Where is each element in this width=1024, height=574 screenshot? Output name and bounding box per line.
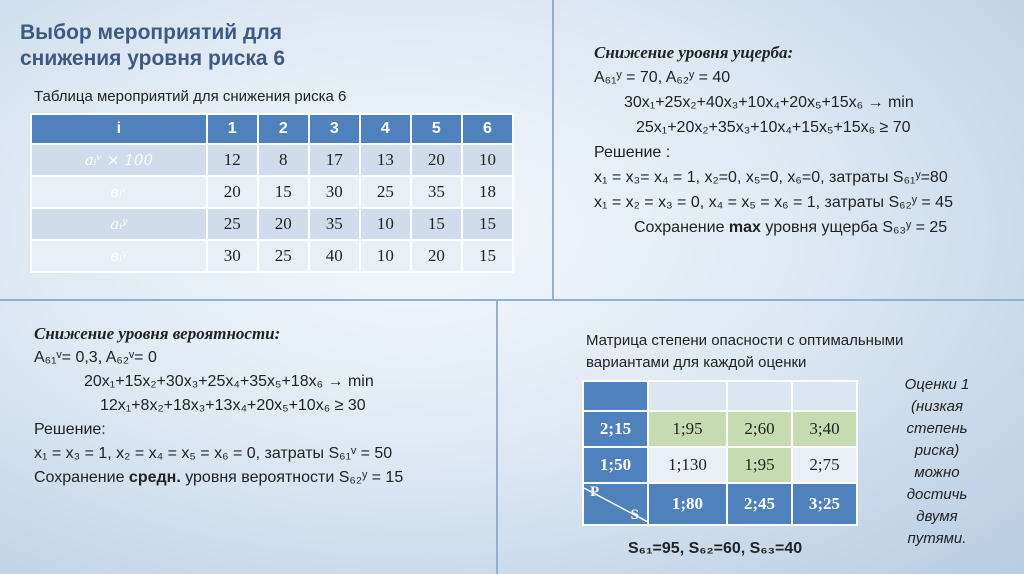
probability-constraint: 12x₁+8x₂+18x₃+13x₄+20x₅+10x₆ ≥ 30	[100, 397, 366, 414]
table-cell: 10	[360, 208, 411, 240]
table-cell: 1;130	[648, 447, 727, 483]
table-caption: Таблица мероприятий для снижения риска 6	[34, 88, 347, 105]
table-cell: 25	[207, 208, 258, 240]
matrix-summary: S₆₁=95, S₆₂=60, S₆₃=40	[628, 540, 803, 557]
table-cell: 35	[309, 208, 360, 240]
table-cell: 15	[411, 208, 462, 240]
table-row	[31, 240, 513, 272]
table-cell: 30	[309, 176, 360, 208]
table-cell: 1;95	[648, 411, 727, 447]
probability-heading: Снижение уровня вероятности:	[34, 324, 281, 343]
table-cell: 12	[207, 144, 258, 176]
probability-result-text: Сохранение	[34, 469, 129, 486]
table-row	[583, 483, 857, 525]
corner-cell	[583, 483, 648, 525]
table-cell: 15	[258, 176, 309, 208]
probability-reduction-block	[34, 322, 403, 490]
probability-solution-label: Решение:	[34, 421, 106, 438]
table-cell: 10	[462, 144, 513, 176]
table-cell: 15	[462, 208, 513, 240]
damage-objective: 30x₁+25x₂+40x₃+10x₄+20x₅+15x₆ → min	[624, 94, 914, 111]
matrix-note: Оценки 1 (низкая степень риска) можно достичь двумя путями.	[904, 376, 970, 547]
row-label: вᵢᵛ	[31, 176, 207, 208]
probability-result-text-end: уровня вероятности S₆₂ʸ = 15	[180, 469, 404, 486]
damage-heading: Снижение уровня ущерба:	[594, 43, 794, 62]
row-label: 1;50	[583, 447, 648, 483]
damage-result	[594, 215, 953, 240]
table-cell: 1;95	[727, 447, 792, 483]
damage-result-text-end: уровня ущерба S₆₃ʸ = 25	[760, 219, 948, 236]
table-cell: 15	[462, 240, 513, 272]
table-cell: 18	[462, 176, 513, 208]
table-cell: 40	[309, 240, 360, 272]
damage-result-text: Сохранение	[634, 219, 729, 236]
table-cell: 25	[360, 176, 411, 208]
table-cell: 13	[360, 144, 411, 176]
table-cell	[727, 381, 792, 411]
table-header-cell: 6	[462, 114, 513, 144]
table-cell: 2;60	[727, 411, 792, 447]
table-cell	[792, 381, 857, 411]
table-cell	[648, 381, 727, 411]
corner-s-label: S	[630, 507, 639, 523]
table-cell: 8	[258, 144, 309, 176]
table-cell: 35	[411, 176, 462, 208]
table-cell: 2;75	[792, 447, 857, 483]
vertical-divider-bottom	[496, 300, 498, 574]
table-cell: 17	[309, 144, 360, 176]
column-label: 3;25	[792, 483, 857, 525]
probability-solution-1: x₁ = x₃ = 1, x₂ = x₄ = x₅ = x₆ = 0, затраты S₆₁ᵛ = 50	[34, 445, 393, 462]
table-header-cell: 5	[411, 114, 462, 144]
vertical-divider-top	[552, 0, 554, 300]
column-label: 2;45	[727, 483, 792, 525]
slide-title: Выбор мероприятий для снижения уровня риска 6	[20, 21, 286, 70]
table-row	[583, 381, 857, 411]
matrix-caption: Матрица степени опасности с оптимальными вариантами для каждой оценки	[586, 332, 904, 371]
table-cell: 10	[360, 240, 411, 272]
table-header-cell: 2	[258, 114, 309, 144]
corner-p-label: P	[590, 484, 600, 500]
table-row	[31, 208, 513, 240]
probability-objective: 20x₁+15x₂+30x₃+25x₄+35x₅+18x₆ → min	[84, 373, 374, 390]
table-header-cell: 3	[309, 114, 360, 144]
table-cell: 25	[258, 240, 309, 272]
table-row	[31, 176, 513, 208]
table-cell	[583, 381, 648, 411]
table-cell: 20	[411, 144, 462, 176]
danger-matrix-table	[582, 380, 858, 526]
table-row	[583, 447, 857, 483]
damage-reduction-block	[594, 40, 953, 240]
damage-solution-1: x₁ = x₃= x₄ = 1, x₂=0, x₅=0, x₆=0, затраты S₆₁ʸ=80	[594, 169, 948, 186]
table-header-cell: 1	[207, 114, 258, 144]
table-cell: 20	[207, 176, 258, 208]
damage-line: A₆₁ʸ = 70, A₆₂ʸ = 40	[594, 69, 731, 86]
probability-result-bold: средн.	[128, 469, 181, 486]
table-cell: 3;40	[792, 411, 857, 447]
damage-solution-2: x₁ = x₂ = x₃ = 0, x₄ = x₅ = x₆ = 1, затраты S₆₂ʸ = 45	[594, 194, 953, 211]
table-cell: 20	[411, 240, 462, 272]
table-cell: 20	[258, 208, 309, 240]
damage-result-bold: max	[728, 219, 761, 236]
table-header-cell: i	[31, 114, 207, 144]
table-cell: 30	[207, 240, 258, 272]
measures-table	[30, 113, 514, 273]
horizontal-divider	[0, 299, 1024, 301]
row-label: aᵢʸ	[31, 208, 207, 240]
damage-solution-label: Решение :	[594, 144, 671, 161]
row-label: 2;15	[583, 411, 648, 447]
row-label: aᵢᵛ × 100	[31, 144, 207, 176]
damage-constraint: 25x₁+20x₂+35x₃+10x₄+15x₅+15x₆ ≥ 70	[636, 119, 911, 136]
row-label: вᵢʸ	[31, 240, 207, 272]
probability-result	[34, 466, 403, 490]
column-label: 1;80	[648, 483, 727, 525]
table-row	[583, 411, 857, 447]
table-header-cell: 4	[360, 114, 411, 144]
probability-line: A₆₁ᵛ= 0,3, A₆₂ᵛ= 0	[34, 349, 157, 366]
table-row	[31, 144, 513, 176]
